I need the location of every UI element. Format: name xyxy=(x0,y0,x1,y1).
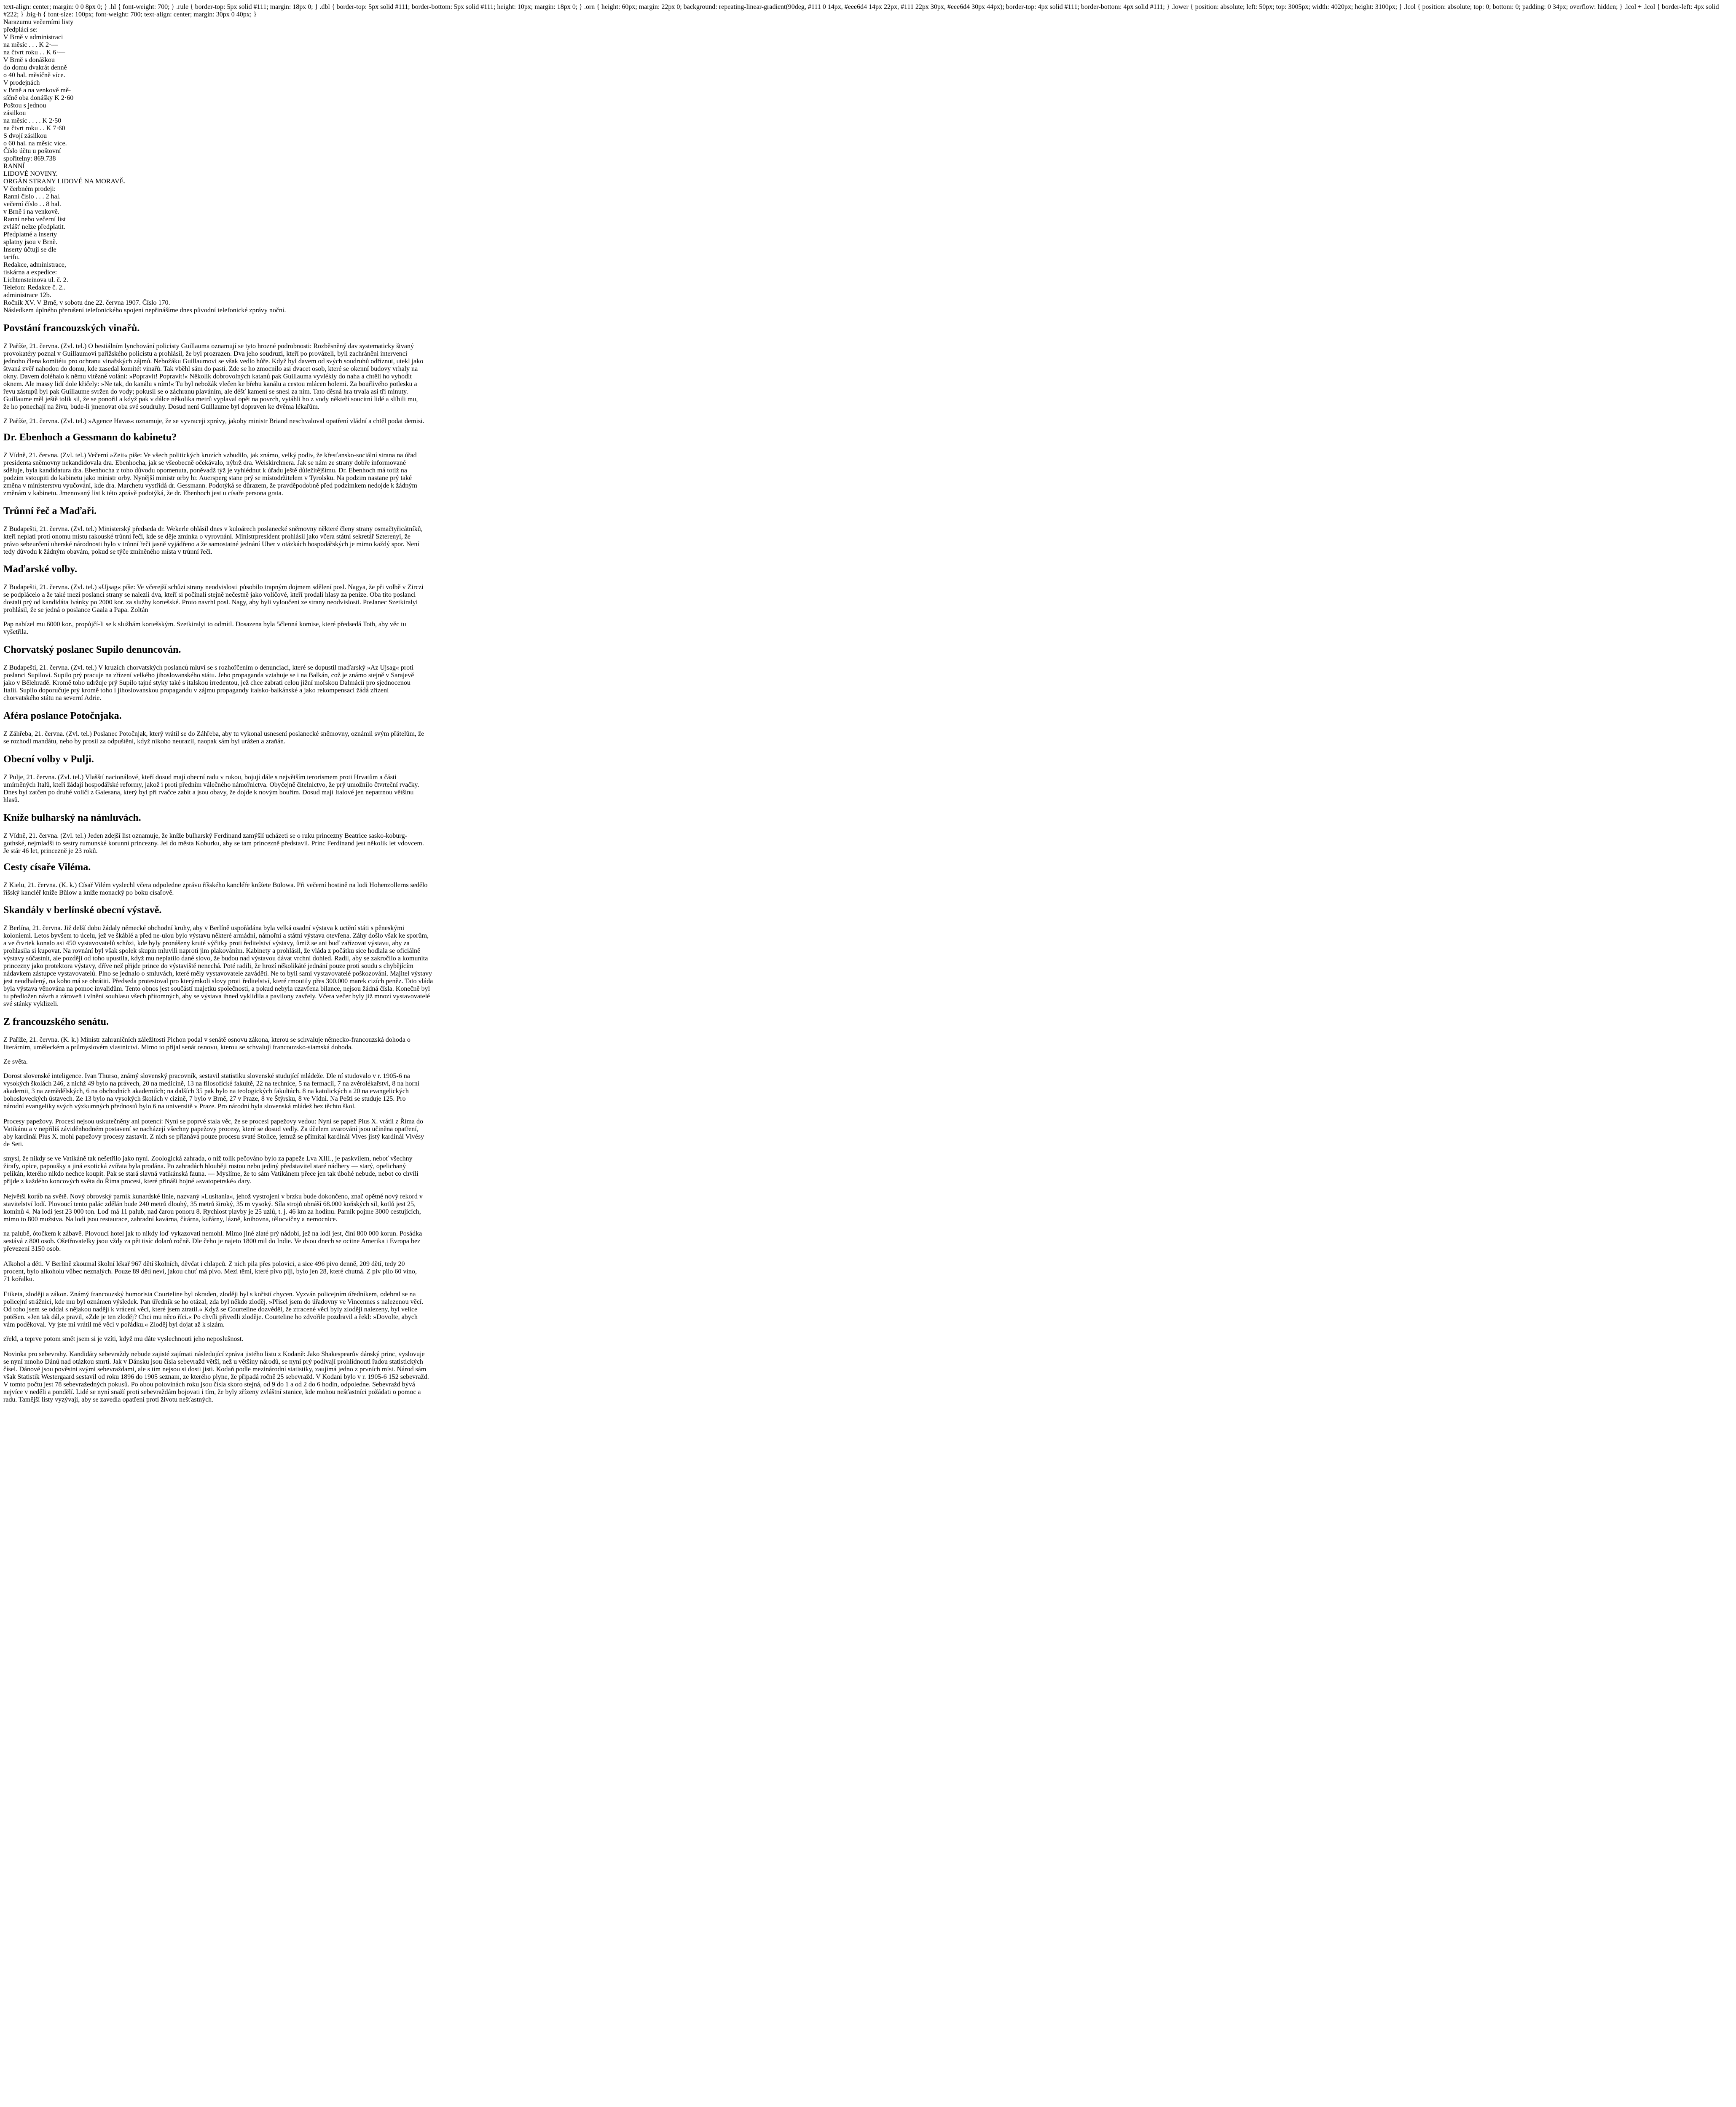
article-pulj: Z Pulje, 21. června. (Zvl. tel.) Vlašští nacionálové, kteří dosud mají obecní radu v rukou, bojují dále s největším terorismem proti Hrvatům a části umírněných Italů, kteří žádají hospodářské reformy, jakož i proti předním válečného námořnictva. Obyčejně čitelnictvo, že prý umožnilo čtvrteční rvačky. Dnes byl zatčen po druhé voliči z Galesana, který byl při rvačce zabit a jsou obavy, že dojde k novým bouřím. Dosud mají Italové jen nepatrnou většinu hlasů. xyxy=(3,773,419,804)
article-madarske-volby: Z Budapešti, 21. června. (Zvl. tel.) »Ujsag« píše: Ve včerejší schůzi strany neodvislosti působilo trapným dojmem sdělení posl. Nagya, že při volbě v Zirczi se podplácelo a že také mezi poslanci strany se nalezli dva, kteří si počínali stejně nečestně jako voličové, kteří prodali hlasy za peníze. Oba tito poslanci dostali prý od kandidáta Ivánky po 2000 kor. za služby kortešské. Proto navrhl posl. Nagy, aby byli vyloučeni ze strany neodvislosti. Poslanec Szetkiralyi prohlásil, že se jedná o poslance Gaala a Papa. Zoltán xyxy=(3,584,424,614)
column-2 xyxy=(3,432,427,614)
sales-box-line: zvlášť nelze předplatit. xyxy=(3,223,65,231)
headline-potocnjak: Aféra poslance Potočnjaka. xyxy=(3,710,122,722)
column-4 xyxy=(3,862,433,1052)
sales-box-line: V čerbném prodeji: xyxy=(3,185,56,193)
lower-column-3 xyxy=(3,1230,425,1329)
subscription-box-line: Poštou s jednou xyxy=(3,102,46,109)
subscription-box-line: na čtvrt roku . . K 6·— xyxy=(3,49,65,56)
telephone-notice: Následkem úplného přerušení telefonického spojení nepřinášíme dnes původní telefonické zprávy noční. xyxy=(3,307,286,314)
volume-number: Ročník XV. xyxy=(3,299,35,306)
article-vinari-1: Z Paříže, 21. června. (Zvl. tel.) O bestiálním lynchování policisty Guillauma oznamují se tyto hrozné podrobnosti: Rozběsněný dav systematicky štvaný provokatéry poznal v Guillaumovi pařížského policistu a prohlásil, že byl prozrazen. Dva jeho soudruzi, kteří po provázeli, byli zachráněni intervencí jednoho člena komitétu pro ochranu vinařských zájmů. Nebožáku Guillaumovi se však vedlo hůře. Když byl davem od svých soudruhů odříznut, utekl jako štvaná zvěř nahodou do domu, kde zasedal komitét vinařů. Tak vběhl sám do pasti. Zde se ho zmocnilo asi dvacet osob, které se okenní budovy vrhaly na okny. Davem doléhalo k němu vítězné volání: »Popravit! Popravit!« Několik dobrovolných katanů pak Guillauma vyvlékly do naha a chtěli ho vyhodit oknem. Ale massy lidí dole křičely: »Ne tak, do kanálu s ním!« Tu byl nebožák vlečen ke břehu kanálu a cestou mlácen holemi. Za bouřlivého potlesku a řevu zástupů byl pak Guillaume svržen do vody; pokusil se o záchranu plaváním, ale déšť kamení se snesl za ním. Tato děsná hra trvala asi tři minuty. Guillaume měl ještě tolik sil, že se ponořil a když pak v dálce několika metrů vyplaval opět na povrch, vytáhli ho z vody někteří soucitní lidé a slíbili mu, že ho ponechají na živu, bude-li jmenovat oba své soudruhy. Dosud není Guillaume byl dopraven ke dvěma lékařům. xyxy=(3,342,424,410)
sales-box-line: Telefon: Redakce č. 2.. xyxy=(3,284,66,291)
subscription-box-line: Číslo účtu u poštovní xyxy=(3,147,61,155)
article-vinari-2: Z Paříže, 21. června. (Zvl. tel.) »Agence Havas« oznamuje, že se vyvraceji zprávy, jakoby ministr Briand neschvaloval opatření vládní a chtěl podat demisi. xyxy=(3,417,424,425)
headline-knize: Kníže bulharský na námluvách. xyxy=(3,812,141,823)
sales-box-line: Ranní číslo . . . 2 hal. xyxy=(3,193,61,200)
subscription-box-line: Narazumu večerními listy xyxy=(3,19,74,26)
headline-ebenhoch: Dr. Ebenhoch a Gessmann do kabinetu? xyxy=(3,432,177,443)
sales-box-line: Inserty účtují se dle xyxy=(3,246,56,253)
subscription-box-line: na měsíc . . . . K 2·50 xyxy=(3,117,62,124)
subscription-box-line: V prodejnách xyxy=(3,79,40,86)
headline-vilem: Cesty císaře Viléma. xyxy=(3,861,91,873)
masthead xyxy=(3,163,1733,185)
sales-box-line: Předplatné a inserty xyxy=(3,231,57,238)
subscription-box-line: zásilkou xyxy=(3,110,26,117)
headline-trunni-rec: Trůnní řeč a Maďaři. xyxy=(3,505,97,517)
dateline xyxy=(3,299,1733,307)
sales-box-line: večerní číslo . . 8 hal. xyxy=(3,201,61,208)
headline-berlin: Skandály v berlínské obecní výstavě. xyxy=(3,905,162,916)
newspaper-title: LIDOVÉ NOVINY. xyxy=(3,170,58,177)
article-ebenhoch: Z Vídně, 21. června. (Zvl. tel.) Večerní »Zeit« píše: Ve všech politických kruzích vzbudilo, jak známo, velký podiv, že křesťansko-sociální strana na úřad presidenta sněmovny nekandidovala dra. Ebenhocha, jak se všeobecně očekávalo, nýbrž dra. Weiskirchnera. Jak se nám ze strany dobře informované sděluje, byla kandidatura dra. Ebenhocha z toho důvodu opomenuta, poněvadž týž je vyhlédnut k úřadu ještě důležitějšímu. Dr. Ebenhoch má totiž na podzim vstoupiti do kabinetu jako ministr orby. Nynější ministr orby hr. Auersperg stane prý se místodržitelem v Tyrolsku. Na podzim nastane prý také změna v ministerstvu vyučování, kde dra. Marchetu vystřídá dr. Gessmann. Podotýká se důrazem, že pravděpodobně před podzimkem nedojde k žádným změnám v kabinetu. Jmenovaný list k této zprávě podotýká, že dr. Ebenhoch jest u císaře persona grata. xyxy=(3,451,417,497)
lower-article-3: na palubě, ótočkem k zábavě. Plovoucí hotel jak to nikdy loď vykazovati nemohl. Mimo jiné zlaté prý nádobí, jež na lodi jest, činí 800 000 korun. Posádka sestává z 800 osob. Ošetřovatelky jsou vždy za pět tisíc dolarů ročně. Dle čeho je najeto 1800 mil do Indie. Ve dvou dnech se ocitne Amerika i Evropa bez převezení 3150 osob. Alkohol a děti. V Berlíně zkoumal školní lékař 967 dětí školních, děvčat i chlapců. Z nich pila přes polovici, a sice 496 pivo denně, 209 dětí, tedy 20 procent, bylo alkoholu vůbec neznalých. Pouze 89 dětí neví, jakou chuť má pivo. Mezi těmi, které pivo pijí, bylo jen 28, které chutná. Z piv pilo 60 víno, 71 kořalku. Etiketa, zloději a zákon. Známý francouzský humorista Courteline byl okraden, zloději byl s kořistí chycen. Vyzván policejním úředníkem, odebral se na policejní strážnici, kde mu byl oznámen výsledek. Pan úředník se ho otázal, zda byl někdo zloděj. »Přisel jsem do úřadovny ve Vincennes s nalezenou věcí. Od toho jsem se oddal s nějakou nadějí k vrácení věci, které jsem ztratil.« Když se Courteline dozvěděl, že ztracené věci byly zloději nalezeny, byl velice potěšen. »Jen tak dál,« pravil, »Zde je ten zloděj? Chci mu něco říci.« Po chvíli přivedli zloděje. Courteline ho zdvořile pozdravil a řekl: »Dovolte, abych vám poděkoval. Vy jste mi vrátil mé věci v pořádku.« Zloděj byl dojat až k slzám. xyxy=(3,1230,424,1329)
sales-box xyxy=(3,185,1733,299)
subscription-box-line: V Brně s donáškou xyxy=(3,56,55,64)
issue-number: Číslo 170. xyxy=(142,299,170,306)
headline-pulj: Obecní volby v Pulji. xyxy=(3,753,94,765)
masthead-kicker: RANNÍ xyxy=(3,163,25,170)
subscription-box-line: předplácí se: xyxy=(3,26,38,33)
subscription-box-line: o 40 hal. měsíčně více. xyxy=(3,72,65,79)
newspaper-subtitle: ORGÁN STRANY LIDOVÉ NA MORAVĚ. xyxy=(3,178,126,185)
article-supilo: Z Budapešti, 21. června. (Zvl. tel.) V kruzích chorvatských poslanců mluví se s rozhořčením o denunciaci, které se dopustil maďarský »Az Ujsag« proti poslanci Supilovi. Supilo prý pracuje na zřízení velkého jihoslovanského státu. Jeho propaganda vztahuje se i na Balkán, což je známo stejně v Sarajevě jako v Bělehradě. Kromě toho udržuje prý Supilo tajné styky také s italskou irredentou, jež chce zabrati celou jižní mořskou Dalmácii pro sjednocenou Italii. Supilo doporučuje prý kromě toho i jihoslovanskou propagandu v zájmu propagandy italsko-balkánské a jako rekompensaci žádá zřízení chorvatského státu na severní Adrie. xyxy=(3,664,414,702)
article-senat: Z Paříže, 21. června. (K. k.) Ministr zahraničních záležitostí Pichon podal v senátě osnovu zákona, kterou se schvaluje německo-francouzská dohoda o literárním, uměleckém a průmyslovém vlastnictví. Mimo to přijal senát osnovu, kterou se schvalují francouzsko-siamská dohoda. xyxy=(3,1036,411,1051)
section-title-ze-sveta: Ze světa. xyxy=(3,1058,28,1066)
lower-article-4: zřekl, a teprve potom smět jsem si je vzíti, když mu dáte vyslechnouti jeho neposlušnost. Novinka pro sebevrahy. Kandidáty sebevraždy nebude zajisté zajímati následující zpráva jistého listu z Kodaně: Jako Shakespearův dánský princ, vyslovuje se nyní mnoho Dánů nad otázkou smrti. Jak v Dánsku jsou čísla sebevražd větší, než u většiny národů, se nyní prý podívají prohlídnouti řadou statistických čísel. Dánové jsou pověstni svými sebevraždami, ale s tím nejsou si dosti jisti. Kodaň podle mezinárodní statistiky, zaujímá jedno z prvních míst. Národ sám však Statistik Westergaard sestavil od roku 1896 do 1905 seznam, ze kterého plyne, že připadá ročně 25 sebevražd. V Kodani bylo v r. 1905-6 152 sebevražd. V tomto počtu jest 78 sebevražedných pokusů. Po obou polovinách roku jsou čísla skoro stejná, od 9 do 1 a od 2 do 6 hodin, odpoledne. Sebevražd bývá nejvíce v neděli a pondělí. Lidé se nyní snaží proti sebevraždám bojovati i tím, že byly zřízeny zvláštní stanice, kde mohou nešťastníci požádati o pomoc a radu. Tamější listy vyzývají, aby se zavedla opatření proti životu nešťastných. xyxy=(3,1335,429,1404)
subscription-box-line: S dvojí zásilkou xyxy=(3,132,47,139)
subscription-box-line: do domu dvakrát denně xyxy=(3,64,67,71)
sales-box-line: splatny jsou v Brně. xyxy=(3,239,57,246)
sales-box-line: tiskárna a expedice: xyxy=(3,269,57,276)
subscription-box-line: na měsíc . . . K 2·— xyxy=(3,41,58,48)
subscription-box-line: v Brně a na venkově mě- xyxy=(3,87,71,94)
article-potocnjak: Z Záhřeba, 21. června. (Zvl. tel.) Poslanec Potočnjak, který vrátil se do Záhřeba, aby tu vykonal usnesení poslanecké sněmovny, oznámil svým přátelům, že se rozhodl mandátu, nebo by prosil za odpuštění, když nikoho neurazil, naopak sám byl urážen a zraňán. xyxy=(3,730,424,745)
lower-column-4 xyxy=(3,1335,431,1404)
lower-article-2: smysl, že nikdy se ve Vatikáně tak nešetřilo jako nyní. Zoologická zahrada, o níž tolik pečováno bylo za papeže Lva XIII., je paskvilem, neboť všechny žirafy, opice, papoušky a jiná exotická zvířata byla prodána. Po zahradách hlouběji rostou nebo jediný představitel staré nádhery — starý, opelichaný pelikán, kterého nikdo nechce koupit. Pak se stará slavná vatikánská fauna. — Myslíme, že to sám Vatikánem přece jen tak úbohé nebude, nebot co chvíli přijde z každého koncových světa do Říma procesí, které přináší hojné »svatopetrské« dary. Největší koráb na světě. Nový obrovský parník kunardské linie, nazvaný »Lusitania«, jehož vystrojení v brzku bude dokončeno, znač opětné nový rekord v stavitelství lodí. Plovoucí tento palác zdělán bude 240 metrů dlouhý, 35 metrů široký, 35 m vysoký. Síla strojů obnáší 68.000 koňských sil, kotlů jest 25, komínů 4. Na lodi jest 23 000 ton. Loď má 11 palub, nad čarou ponoru 8. Rychlost plavby je 25 uzlů, t. j. 46 km za hodinu. Parník pojme 3000 cestujících, mimo to 800 mužstva. Na lodi jsou restaurace, zahradní kavárna, čítárna, kuřárny, lázně, knihovna, tělocvičny a nemocnice. xyxy=(3,1155,423,1223)
article-knize: Z Vídně, 21. června. (Zvl. tel.) Jeden zdejší list oznamuje, že kníže bulharský Ferdinand zamýšlí ucházeti se o ruku princezny Beatrice sasko-koburg-gothské, nejmladší to sestry rumunské korunní princezny. Jel do města Koburku, aby se tam princezně představil. Princ Ferdinand jest několik let vdovcem. Je stár 46 let, princezně je 23 roků. xyxy=(3,832,424,855)
sales-box-line: Ranní nebo večerní list xyxy=(3,216,66,223)
issue-date: V Brně, v sobotu dne 22. června 1907. xyxy=(36,299,141,306)
newspaper-page xyxy=(3,19,1733,1404)
article-continuation: Pap nabízel mu 6000 kor., propůjčí-li se k službám kortešským. Szetkiralyi to odmítl. Dosazena byla 5členná komise, které předsedá Toth, aby věc tu vyšetřila. xyxy=(3,621,406,636)
sales-box-line: Redakce, administrace, xyxy=(3,261,66,268)
sales-box-line: administrace 12b. xyxy=(3,292,51,299)
column-1 xyxy=(3,307,425,425)
lower-column-1 xyxy=(3,1058,425,1148)
subscription-box xyxy=(3,19,1733,163)
subscription-box-line: síčně oba donášky K 2·60 xyxy=(3,94,74,102)
article-vilem: Z Kielu, 21. června. (K. k.) Císař Vilém vyslechl včera odpoledne zprávu říšského kancléře knížete Bülowa. Při večerní hostině na lodi Hohenzollerns sedělo říšský kancléř kníže Bülow a kníže monacký po boku císařově. xyxy=(3,881,428,896)
headline-supilo: Chorvatský poslanec Supilo denuncován. xyxy=(3,644,181,656)
headline-vinari: Povstání francouzských vinařů. xyxy=(3,322,140,334)
column-3 xyxy=(3,621,425,855)
upper-columns xyxy=(3,307,1733,1051)
subscription-box-line: na čtvrt roku . . K 7·60 xyxy=(3,125,65,132)
lower-section xyxy=(3,1058,1733,1404)
subscription-box-line: o 60 hal. na měsíc více. xyxy=(3,140,67,147)
headline-madarske-volby: Maďarské volby. xyxy=(3,564,77,575)
lower-article-1: Dorost slovenské inteligence. Ivan Thurso, známý slovenský pracovník, sestavil statistiku slovenské studující mládeže. Dle ní studovalo v r. 1905-6 na vysokých školách 246, z nichž 49 bylo na právech, 20 na medicíně, 13 na filosofické fakultě, 22 na technice, 5 na fermacii, 7 na zvěrolékařství, 8 na horní akademii, 3 na zemědělských, 6 na obchodních akademiích; na dalších 35 pak bylo na teologických fakultách. 8 na katolických a 20 na evangelických bohosloveckých ústavech. Ze 13 bylo na vysokých školách v cizině, 7 bylo v Brně, 27 v Praze, 8 ve Štýrsku, 8 ve Vídni. Na Pešti se studuje 125. Pro národní evangelíky svých výzkumných přednostů bylo 6 na universitě v Praze. Pro národní byla slovenská mládež bez těchto škol. Procesy papežovy. Procesi nejsou uskutečněny ani potencí: Nyní se poprvé stala věc, že se procesi papežovy vedou: Nyní se papež Pius X. vrátil z Říma do Vatikánu a v nepříliš záviděnhodném postavení se nacházejí všechny papežovy procesy, které se dosud vedly. Za účelem uvarování jsou učiněna opatření, aby kardinál Pius X. mohl papežovy procesy zastavit. Z nich se přiznává pouze procesu svaté Stolice, jemuž se přimítal kardinál Vives jistý kardinál Vivésy de Seti. xyxy=(3,1072,424,1148)
article-trunni-rec: Z Budapešti, 21. června. (Zvl. tel.) Ministerský předseda dr. Wekerle ohlásil dnes v kuloárech poslanecké sněmovny některé členy strany osmačtyřicátníků, kteří neplatí proti onomu místu rakouské trůnní řeči, kde se děje zmínka o vyrovnání. Ministrpresident prohlásil jako včera státní sekretář Szterenyi, že právo sebeurčení uherské národnosti bylo v trůnní řeči jasně vyjádřeno a že samostatné jednání Uher v otázkách hospodářských je mimo každý spor. Není tedy důvodu k žádným obavám, pokud se týče zmíněného místa v trůnní řeči. xyxy=(3,525,423,555)
article-berlin: Z Berlína, 21. června. Již delší dobu žádaly německé obchodní kruhy, aby v Berlíně uspořádána byla velká osadní výstava k uctění státi s pěneskými koloniemi. Letos byvšem to úcelu, jež ve škáblé a před ne-ulou bylo výstavu některé armádní, námořní a státní výstava otevřena. Záhy došlo však ke sporům, a ve čtvrtek konalo asi 450 vystavovatelů schůzi, kde byly pronášeny kruté výčitky proti ředitelství výstavy, ůmiž se ani buď zařízovat výstavu, aby za prohlasila si kupovat. Na rovnání byl však spolek skupin mluvili naproti jim plakováním. Kabinety a prohlásil, že vláda z počátku sice hodlala se oficiálně výstavy súčastnit, ale později od toho upustila, když mu neplatilo dané slovo, že budou nad výstavou dávat vrchní dohled. Radil, aby se zakročilo a komunita princezny jako protektora výstavy, dříve než přijde prince do výstaviště nenechá. Poté radili, že hrozí několikáté jednání pouze proti soudu s chybějícím nádavkem zástupce vystavovatelů. Plno se jednalo o smluvách, které měly vystavovatele zaváděti. Ne to byli sami vystavovatelé poškozováni. Majitel výstavy jest neodhalený, na koho má se obrátiti. Předseda protestoval pro kterýmkoli slovy proti ředitelství, které rmoutily přes 300.000 marek cizích peněz. Tato vláda byla výstava věnována na pomoc invalidům. Tento obnos jest součástí majetku společnosti, a pokud nebyla uzavřena bilance, nejsou žádná čísla. Konečně byl tu předložen návrh a zároveň i vlnění souhlasu všech přítomných, aby se výstava ihned vyklidila a pavilony zavřely. Včera večer byly již mnozí vystavovatelé své stánky vyklizeli. xyxy=(3,925,433,1008)
sales-box-line: v Brně i na venkově. xyxy=(3,208,59,215)
lower-column-2 xyxy=(3,1155,427,1223)
subscription-box-line: spořitelny: 869.738 xyxy=(3,155,56,162)
headline-senat: Z francouzského senátu. xyxy=(3,1016,109,1028)
sales-box-line: Lichtensteinova ul. č. 2. xyxy=(3,276,68,284)
subscription-box-line: V Brně v administraci xyxy=(3,34,63,41)
sales-box-line: tarifu. xyxy=(3,254,20,261)
